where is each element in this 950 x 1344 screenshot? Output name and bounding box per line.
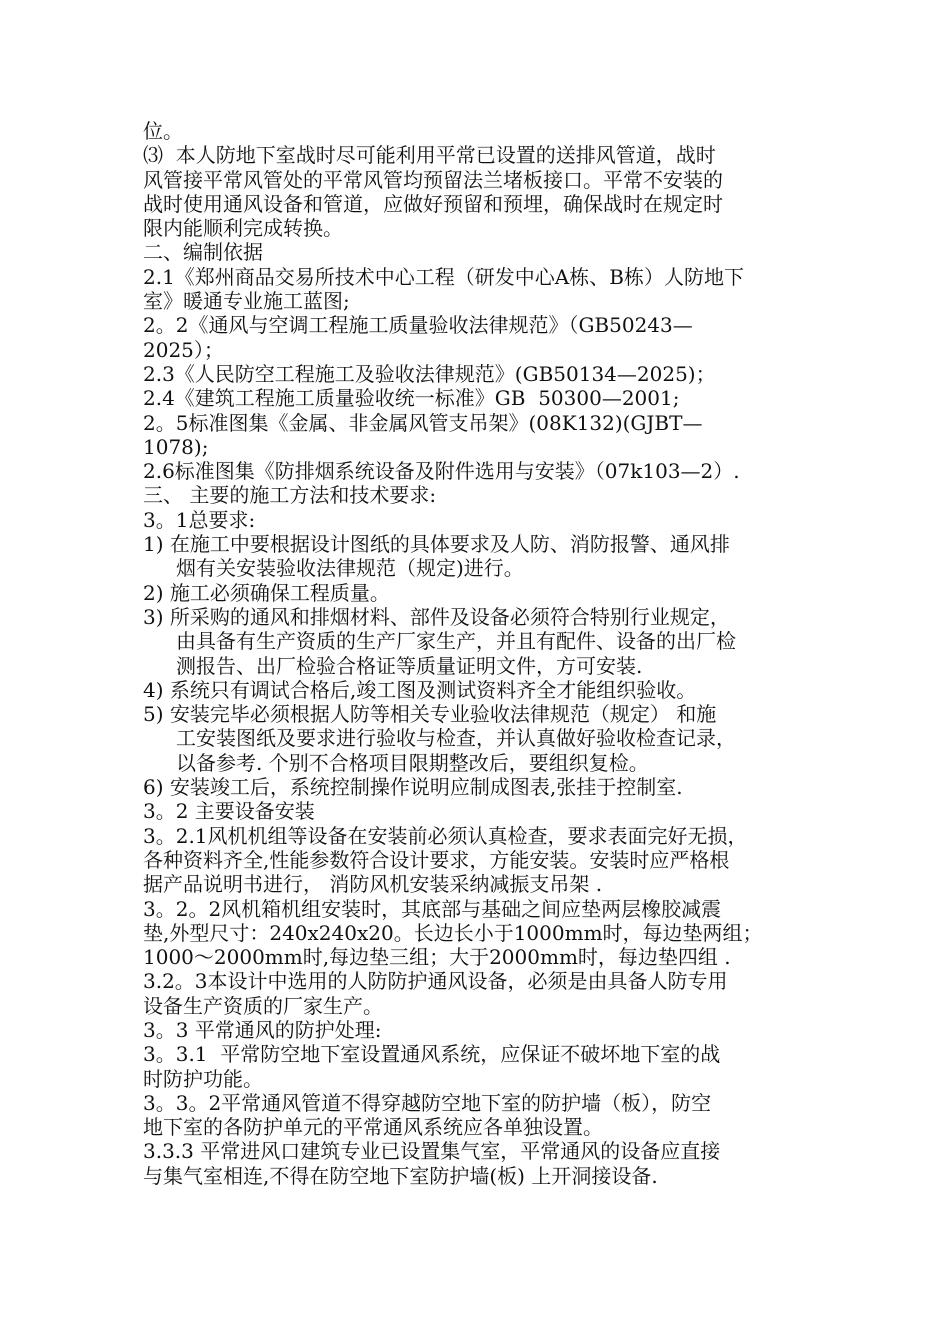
text-line: 2.3《人民防空工程施工及验收法律规范》(GB50134—2025)； [143, 361, 716, 386]
text-line: 5) 安装完毕必须根据人防等相关专业验收法律规范（规定） 和施 [143, 702, 717, 727]
text-line: 测报告、出厂检验合格证等质量证明文件，方可安装. [176, 653, 643, 678]
text-line: 1000～2000mm时,每边垫三组；大于2000mm时，每边垫四组 . [143, 945, 731, 970]
text-line: 3。3 平常通风的防护处理: [143, 1017, 382, 1042]
text-line: 1078); [143, 434, 209, 459]
text-line: 以备参考. 个别不合格项目限期整改后，要组织复检。 [176, 750, 649, 775]
text-line: 3。1总要求: [143, 507, 256, 532]
text-line: 工安装图纸及要求进行验收与检查，并认真做好验收检查记录， [176, 726, 736, 751]
text-line: 由具备有生产资质的生产厂家生产，并且有配件、设备的出厂检 [176, 629, 736, 654]
text-line: 限内能顺利完成转换。 [143, 216, 343, 241]
text-line: 位。 [143, 119, 183, 143]
text-line: 设备生产资质的厂家生产。 [143, 993, 383, 1018]
text-line: 各种资料齐全,性能参数符合设计要求，方能安装。安装时应严格根 [143, 847, 730, 872]
text-line: 2.1《郑州商品交易所技术中心工程（研发中心A栋、B栋）人防地下 [143, 264, 744, 289]
text-line: 4) 系统只有调试合格后,竣工图及测试资料齐全才能组织验收。 [143, 677, 697, 702]
text-line: 2) 施工必须确保工程质量。 [143, 580, 390, 605]
text-line: 据产品说明书进行， 消防风机安装采纳减振支吊架 . [143, 872, 603, 897]
text-line: 3。2.1风机机组等设备在安装前必须认真检查，要求表面完好无损， [143, 823, 748, 848]
text-line: 3。2。2风机箱机组安装时，其底部与基础之间应垫两层橡胶减震 [143, 896, 722, 921]
document-page [143, 119, 813, 1188]
text-line: 二、编制依据 [143, 240, 263, 265]
text-line: 3。2 主要设备安装 [143, 799, 315, 824]
text-line: 三、 主要的施工方法和技术要求: [143, 483, 437, 508]
text-line: 地下室的各防护单元的平常通风系统应各单独设置。 [143, 1115, 603, 1140]
text-line: 3.2。3本设计中选用的人防防护通风设备，必须是由具备人防专用 [143, 969, 728, 994]
text-line: 2.4《建筑工程施工质量验收统一标准》GB 50300—2001; [143, 386, 680, 411]
text-line: 6) 安装竣工后，系统控制操作说明应制成图表,张挂于控制室. [143, 775, 683, 800]
text-line: 垫,外型尺寸：240x240x20。长边长小于1000mm时，每边垫两组； [143, 920, 763, 945]
text-line: 室》暖通专业施工蓝图; [143, 289, 350, 314]
text-line: 2。5标准图集《金属、非金属风管支吊架》(08K132)(GJBT— [143, 410, 703, 435]
text-line: 3) 所采购的通风和排烟材料、部件及设备必须符合特别行业规定， [143, 604, 730, 629]
text-line: 风管接平常风管处的平常风管均预留法兰堵板接口。平常不安装的 [143, 167, 723, 192]
text-line: 2.6标准图集《防排烟系统设备及附件选用与安装》（07k103—2）. [143, 459, 740, 484]
text-line: 1) 在施工中要根据设计图纸的具体要求及人防、消防报警、通风排 [143, 532, 730, 557]
text-line: 2025）； [143, 337, 224, 362]
text-line: 2。2《通风与空调工程施工质量验收法律规范》（GB50243— [143, 313, 693, 338]
text-line: 时防护功能。 [143, 1066, 263, 1091]
text-line: ⑶ 本人防地下室战时尽可能利用平常已设置的送排风管道，战时 [143, 143, 716, 168]
text-line: 烟有关安装验收法律规范（规定)进行。 [176, 556, 524, 581]
text-line: 战时使用通风设备和管道，应做好预留和预埋，确保战时在规定时 [143, 191, 723, 216]
text-line: 3.3.3 平常进风口建筑专业已设置集气室，平常通风的设备应直接 [143, 1139, 721, 1164]
text-line: 3。3。2平常通风管道不得穿越防空地下室的防护墙（板），防空 [143, 1090, 712, 1115]
text-line: 与集气室相连,不得在防空地下室防护墙(板) 上开洞接设备. [143, 1163, 658, 1188]
text-line: 3。3.1 平常防空地下室设置通风系统，应保证不破坏地下室的战 [143, 1042, 721, 1067]
